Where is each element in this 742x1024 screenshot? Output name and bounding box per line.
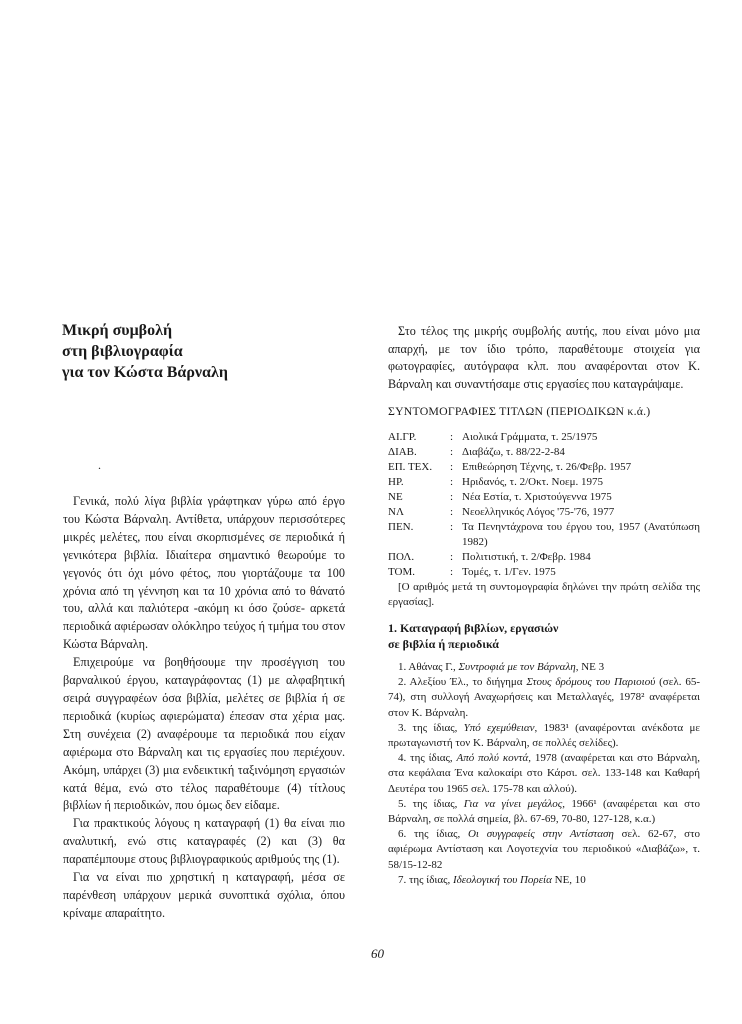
section-heading (388, 620, 700, 652)
abbreviation-row: ΔΙΑΒ. : Διαβάζω, τ. 88/22-2-84 (388, 445, 700, 460)
abbreviation-row: ΝΛ : Νεοελληνικός Λόγος '75-'76, 1977 (388, 505, 700, 520)
bibliography-entry: 2. Αλεξίου Έλ., το διήγημα Στους δρόμους του Παριοιού (σελ. 65-74), στη συλλογή Αναχωρήσεις και Μεταλλαγές, 1978² αναφέρεται στον Κ. Βάρναλη. (388, 676, 700, 719)
article-title (62, 320, 352, 383)
abbreviation-value: Νέα Εστία, τ. Χριστούγεννα 1975 (462, 490, 612, 503)
title-line: για τον Κώστα Βάρναλη (62, 364, 228, 381)
bibliography-entry: 5. της ίδιας, Για να γίνει μεγάλος, 1966¹ (αναφέρεται και στο Βάρναλη, σε πολλά σημεία, βλ. 67-69, 70-80, 127-128, κ.α.) (388, 797, 701, 825)
section-heading-line: 1. Καταγραφή βιβλίων, εργασιών (388, 620, 559, 635)
title-line: στη βιβλιογραφία (62, 343, 183, 360)
abbreviation-value: Πολιτιστική, τ. 2/Φεβρ. 1984 (462, 550, 591, 563)
stray-mark: . (98, 458, 101, 472)
intro-paragraph: Στο τέλος της μικρής συμβολής αυτής, που είναι μόνο μια απαρχή, με τον ίδιο τρόπο, παραθέτουμε στοιχεία για φωτογραφίες, αυτόγραφα κλπ. που αναφέρονται στον Κ. Βάρναλη και συναντήσαμε στις εργασίες που καταγράψαμε. (388, 324, 700, 391)
abbreviation-value: Τα Πενηντάχρονα του έργου του, 1957 (Ανατύπωση 1982) (462, 520, 700, 548)
abbreviation-row: ΤΟΜ. : Τομές, τ. 1/Γεν. 1975 (388, 565, 700, 580)
abbreviation-value: Τομές, τ. 1/Γεν. 1975 (462, 565, 556, 578)
abbreviation-key: ΠΟΛ. (388, 550, 415, 563)
abbreviation-key: ΔΙΑΒ. (388, 445, 417, 458)
abbreviation-value: Νεοελληνικός Λόγος '75-'76, 1977 (462, 505, 615, 518)
section-heading-line: σε βιβλία ή περιοδικά (388, 636, 499, 651)
bibliography-entry: 4. της ίδιας, Από πολύ κοντά, 1978 (αναφέρεται και στο Βάρναλη, στα κεφάλαια Ένα καλοκαίρι στο Κάρσι. σελ. 133-148 και Καθαρή Δευτέρα του 1965 σελ. 175-78 και αλλού). (388, 752, 700, 795)
abbreviation-key: ΕΠ. ΤΕΧ. (388, 460, 433, 473)
abbreviation-row: ΑΙ.ΓΡ. : Αιολικά Γράμματα, τ. 25/1975 (388, 430, 700, 445)
abbreviation-key: ΑΙ.ΓΡ. (388, 430, 417, 443)
abbreviation-key: ΤΟΜ. (388, 565, 415, 578)
left-column (63, 493, 345, 923)
body-paragraph: Επιχειρούμε να βοηθήσουμε την προσέγγιση του βαρναλικού έργου, καταγράφοντας (1) με αλφαβητική σειρά συγγραφέων όσα βιβλία, μελέτες σε βιβλία ή σε περιοδικά (κυρίως αφιερώματα) έπεσαν στα χέρια μας. Στη συνέχεια (2) αναφέρουμε τα περιοδικά που είχαν αφιέρωμα στο Βάρναλη και τις εργασίες που περιέχουν. Ακόμη, υπάρχει (3) μια ενδεικτική ταξινόμηση εργασιών κατά θέμα, ενώ στο τέλος παραθέτουμε (4) τίτλους βιβλίων ή περιοδικών, που όμως δεν είδαμε. (63, 655, 345, 813)
abbreviation-value: Επιθεώρηση Τέχνης, τ. 26/Φεβρ. 1957 (462, 460, 632, 473)
bibliography-list (388, 660, 700, 888)
abbreviation-key: ΠΕΝ. (388, 520, 414, 533)
bibliography-entry: 6. της ίδιας, Οι συγγραφείς στην Αντίσταση σελ. 62-67, στο αφιέρωμα Αντίσταση και Λογοτεχνία του περιοδικού «Διαβάζω», τ. 58/15-12-82 (388, 828, 700, 871)
abbreviation-key: ΝΕ (388, 490, 403, 503)
abbreviation-key: ΗΡ. (388, 475, 404, 488)
abbreviation-value: Αιολικά Γράμματα, τ. 25/1975 (462, 430, 598, 443)
abbreviation-row: ΕΠ. ΤΕΧ. : Επιθεώρηση Τέχνης, τ. 26/Φεβρ. 1957 (388, 460, 700, 475)
right-column (388, 323, 700, 888)
body-paragraph: Γενικά, πολύ λίγα βιβλία γράφτηκαν γύρω από έργο του Κώστα Βάρναλη. Αντίθετα, υπάρχουν περισσότερες μικρές μελέτες, που είναι σκορπισμένες σε περιοδικά ή γενικότερα βιβλία. Ιδιαίτερα σημαντικό θεωρούμε το γεγονός ότι όχι μόνο φέτος, που γιορτάζουμε τα 100 χρόνια από τη γέννηση και τα 10 χρόνια από το θάνατό του, αλλά και παλιότερα -ακόμη κι όσο ζούσε- αρκετά περιοδικά αφιέρωσαν ολόκληρο τεύχος ή τμήμα του στον Κώστα Βάρναλη. (63, 494, 345, 652)
body-paragraph: Για να είναι πιο χρηστική η καταγραφή, μέσα σε παρένθεση υπάρχουν μερικά συνοπτικά σχόλια, όπου κρίναμε απαραίτητο. (63, 870, 345, 920)
abbreviation-value: Διαβάζω, τ. 88/22-2-84 (462, 445, 565, 458)
abbreviations-heading: ΣΥΝΤΟΜΟΓΡΑΦΙΕΣ ΤΙΤΛΩΝ (ΠΕΡΙΟΔΙΚΩΝ κ.ά.) (388, 404, 651, 419)
abbreviations-note: [Ο αριθμός μετά τη συντομογραφία δηλώνει την πρώτη σελίδα της εργασίας]. (388, 580, 700, 608)
abbreviations-table (388, 430, 700, 580)
abbreviation-row: ΝΕ : Νέα Εστία, τ. Χριστούγεννα 1975 (388, 490, 700, 505)
bibliography-entry: 1. Αθάνας Γ., Συντροφιά με τον Βάρναλη, ΝΕ 3 (398, 660, 605, 673)
abbreviation-value: Ηριδανός, τ. 2/Οκτ. Νοεμ. 1975 (462, 475, 604, 488)
bibliography-entry: 7. της ίδιας, Ιδεολογική του Πορεία ΝΕ, 10 (398, 873, 586, 886)
body-paragraph: Για πρακτικούς λόγους η καταγραφή (1) θα είναι πιο αναλυτική, ενώ στις καταγραφές (2) και (3) θα παραπέμπουμε στους βιβλιογραφικούς αριθμούς της (1). (63, 816, 345, 867)
abbreviation-key: ΝΛ (388, 505, 404, 518)
title-line: Μικρή συμβολή (62, 322, 173, 339)
page-number: 60 (371, 946, 384, 961)
abbreviation-row: ΗΡ. : Ηριδανός, τ. 2/Οκτ. Νοεμ. 1975 (388, 475, 700, 490)
bibliography-entry: 3. της ίδιας, Υπό εχεμύθειαν, 1983¹ (αναφέρονται ανέκδοτα με πρωταγωνιστή τον Κ. Βάρναλη, σε πολλές σελίδες). (388, 721, 700, 749)
abbreviation-row: ΠΕΝ. : Τα Πενηντάχρονα του έργου του, 1957 (Ανατύπωση 1982) (388, 520, 700, 548)
abbreviation-row: ΠΟΛ. : Πολιτιστική, τ. 2/Φεβρ. 1984 (388, 550, 700, 565)
